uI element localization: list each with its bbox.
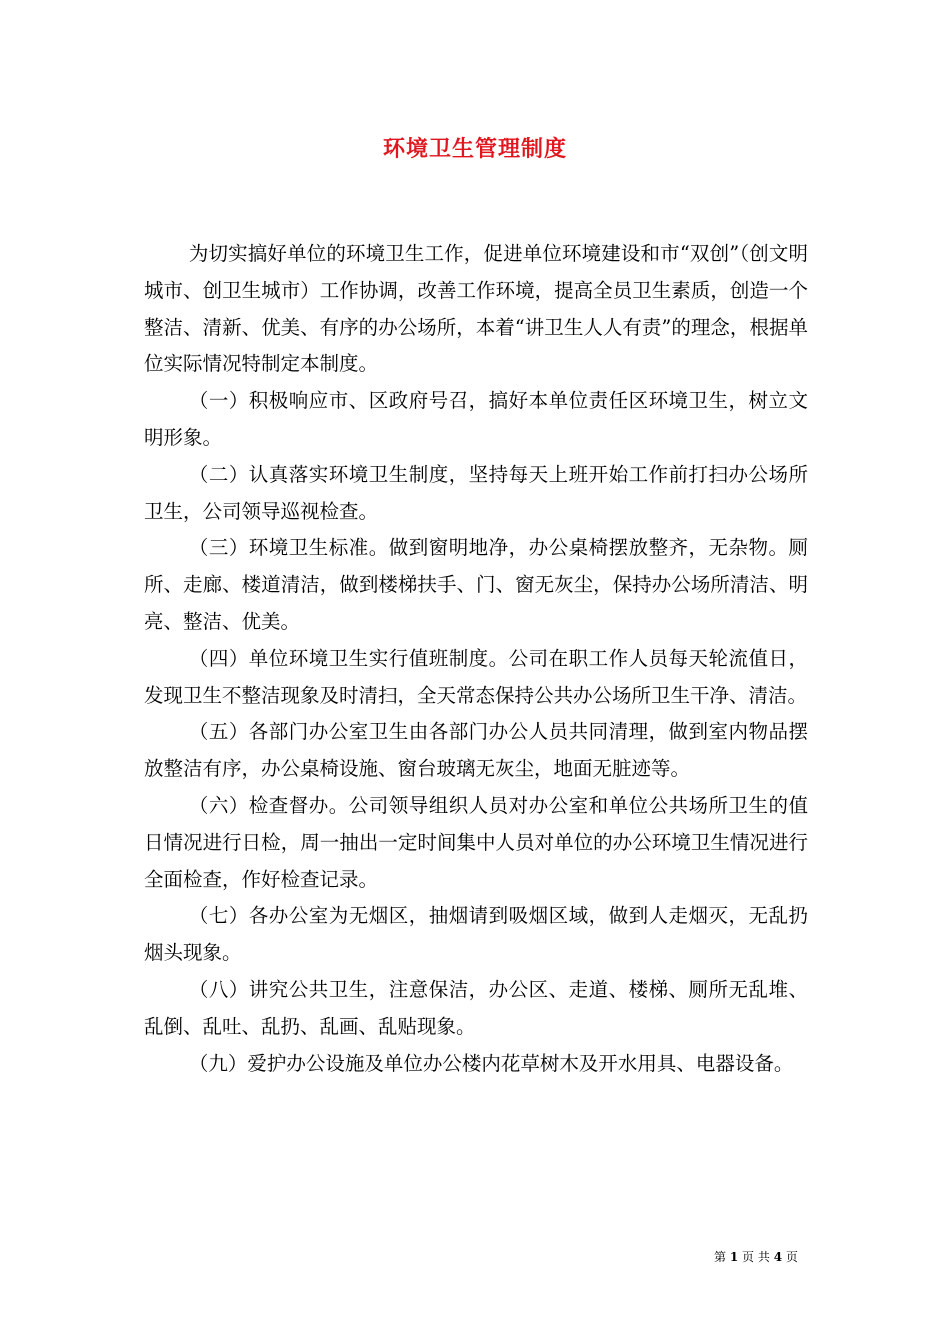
paragraph-item-8: （八）讲究公共卫生，注意保洁，办公区、走道、楼梯、厕所无乱堆、乱倒、乱吐、乱扔、乱画、乱贴现象。 (144, 977, 808, 1038)
paragraph-intro: 为切实搞好单位的环境卫生工作，促进单位环境建设和市“双创”（创文明城市、创卫生城市）工作协调，改善工作环境，提高全员卫生素质，创造一个整洁、清新、优美、有序的办公场所，本着“讲卫生人人有责”的理念，根据单位实际情况特制定本制度。 (144, 242, 808, 376)
paragraph-item-7: （七）各办公室为无烟区，抽烟请到吸烟区域，做到人走烟灭，无乱扔烟头现象。 (144, 904, 808, 965)
paragraph-item-3: （三）环境卫生标准。做到窗明地净，办公桌椅摆放整齐，无杂物。厕所、走廊、楼道清洁，做到楼梯扶手、门、窗无灰尘，保持办公场所清洁、明亮、整洁、优美。 (144, 536, 808, 633)
footer-prefix: 第 (714, 1250, 727, 1264)
footer-middle: 页 共 (742, 1250, 770, 1264)
footer-total-pages: 4 (773, 1250, 783, 1264)
paragraph-item-1: （一）积极响应市、区政府号召，搞好本单位责任区环境卫生，树立文明形象。 (144, 389, 808, 449)
paragraph-item-6: （六）检查督办。公司领导组织人员对办公室和单位公共场所卫生的值日情况进行日检，周一抽出一定时间集中人员对单位的办公环境卫生情况进行全面检查，作好检查记录。 (144, 793, 808, 891)
footer-suffix: 页 (785, 1250, 798, 1264)
footer-current-page: 1 (729, 1250, 739, 1264)
paragraph-item-5: （五）各部门办公室卫生由各部门办公人员共同清理，做到室内物品摆放整洁有序，办公桌椅设施、窗台玻璃无灰尘，地面无脏迹等。 (144, 720, 808, 781)
paragraph-item-4: （四）单位环境卫生实行值班制度。公司在职工作人员每天轮流值日，发现卫生不整洁现象及时清扫，全天常态保持公共办公场所卫生干净、清洁。 (144, 646, 808, 707)
paragraph-item-2: （二）认真落实环境卫生制度，坚持每天上班开始工作前打扫办公场所卫生，公司领导巡视检查。 (144, 462, 808, 523)
document-body (144, 236, 808, 1082)
paragraph-item-9: （九）爱护办公设施及单位办公楼内花草树木及开水用具、电器设备。 (188, 1051, 794, 1075)
document-title: 环境卫生管理制度 (382, 136, 567, 162)
page-number-footer (714, 1248, 798, 1265)
